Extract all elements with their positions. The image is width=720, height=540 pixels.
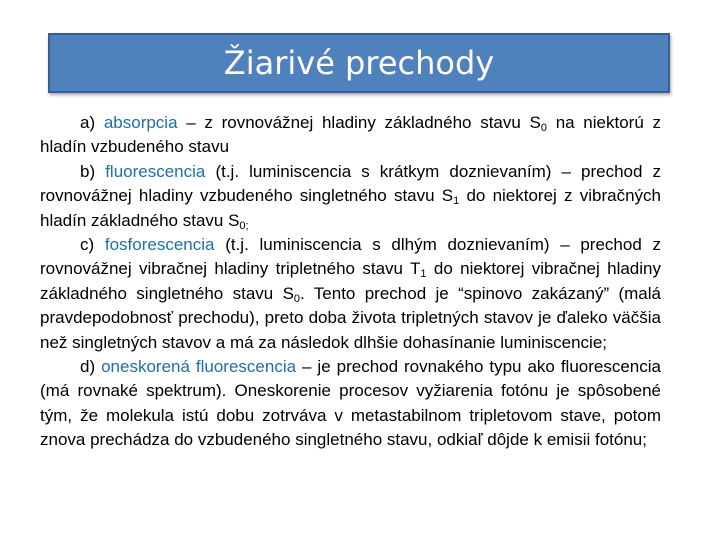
text-segment: . Tento prechod je “spinovo zakázaný” (malá pravdepodobnosť prechodu), preto doba života tripletných stavov je ďaleko väčšia než singletných stavov a má za následok dlhšie dohasínanie luminiscencie; bbox=[40, 283, 661, 352]
text-segment: – z rovnovážnej hladiny základného stavu S bbox=[177, 113, 541, 132]
subscript: 1 bbox=[420, 268, 427, 281]
text-segment: na niektorú z hladín vzbudeného stavu bbox=[40, 113, 661, 157]
item-fosforescencia bbox=[40, 233, 661, 355]
term-absorpcia: absorpcia bbox=[103, 113, 178, 132]
item-fluorescencia bbox=[40, 160, 661, 233]
item-absorpcia bbox=[40, 111, 661, 160]
item-marker: d) bbox=[80, 357, 96, 377]
text-segment: (t.j. luminiscencia s krátkym doznievaním) – prechod z rovnovážnej hladiny vzbudeného singletného stavu S bbox=[40, 161, 661, 206]
title-banner bbox=[48, 33, 670, 93]
subscript: 0; bbox=[239, 219, 249, 232]
body-text bbox=[40, 111, 661, 453]
term-fosforescencia: fosforescencia bbox=[104, 235, 215, 255]
text-segment: – je prechod rovnakého typu ako fluorescencia (má rovnaké spektrum). Oneskorenie procesov vyžiarenia fotónu je spôsobené tým, že molekula istú dobu zotrváva v metastabilnom tripletovom stave, potom znova prechádza do vzbudeného singletného stavu, odkiaľ dôjde k emisii fotónu; bbox=[40, 357, 661, 450]
item-marker: a) bbox=[80, 113, 96, 132]
term-fluorescencia: fluorescencia bbox=[105, 161, 206, 181]
text-segment: do niektorej vibračnej hladiny základného singletného stavu S bbox=[40, 259, 661, 303]
subscript: 0 bbox=[293, 292, 301, 305]
subscript: 0 bbox=[540, 122, 547, 134]
slide-title: Žiarivé prechody bbox=[223, 44, 495, 82]
text-segment: do niektorej z vibračných hladín základného stavu S bbox=[40, 186, 661, 230]
term-oneskorena-fluorescencia: oneskorená fluorescencia bbox=[101, 357, 297, 377]
item-oneskorena-fluorescencia bbox=[40, 355, 661, 453]
item-marker: b) bbox=[80, 161, 96, 181]
item-marker: c) bbox=[80, 235, 95, 255]
text-segment: (t.j. luminiscencia s dlhým doznievaním) – prechod z rovnovážnej vibračnej hladiny tripletného stavu T bbox=[40, 235, 661, 279]
subscript: 1 bbox=[453, 195, 460, 208]
